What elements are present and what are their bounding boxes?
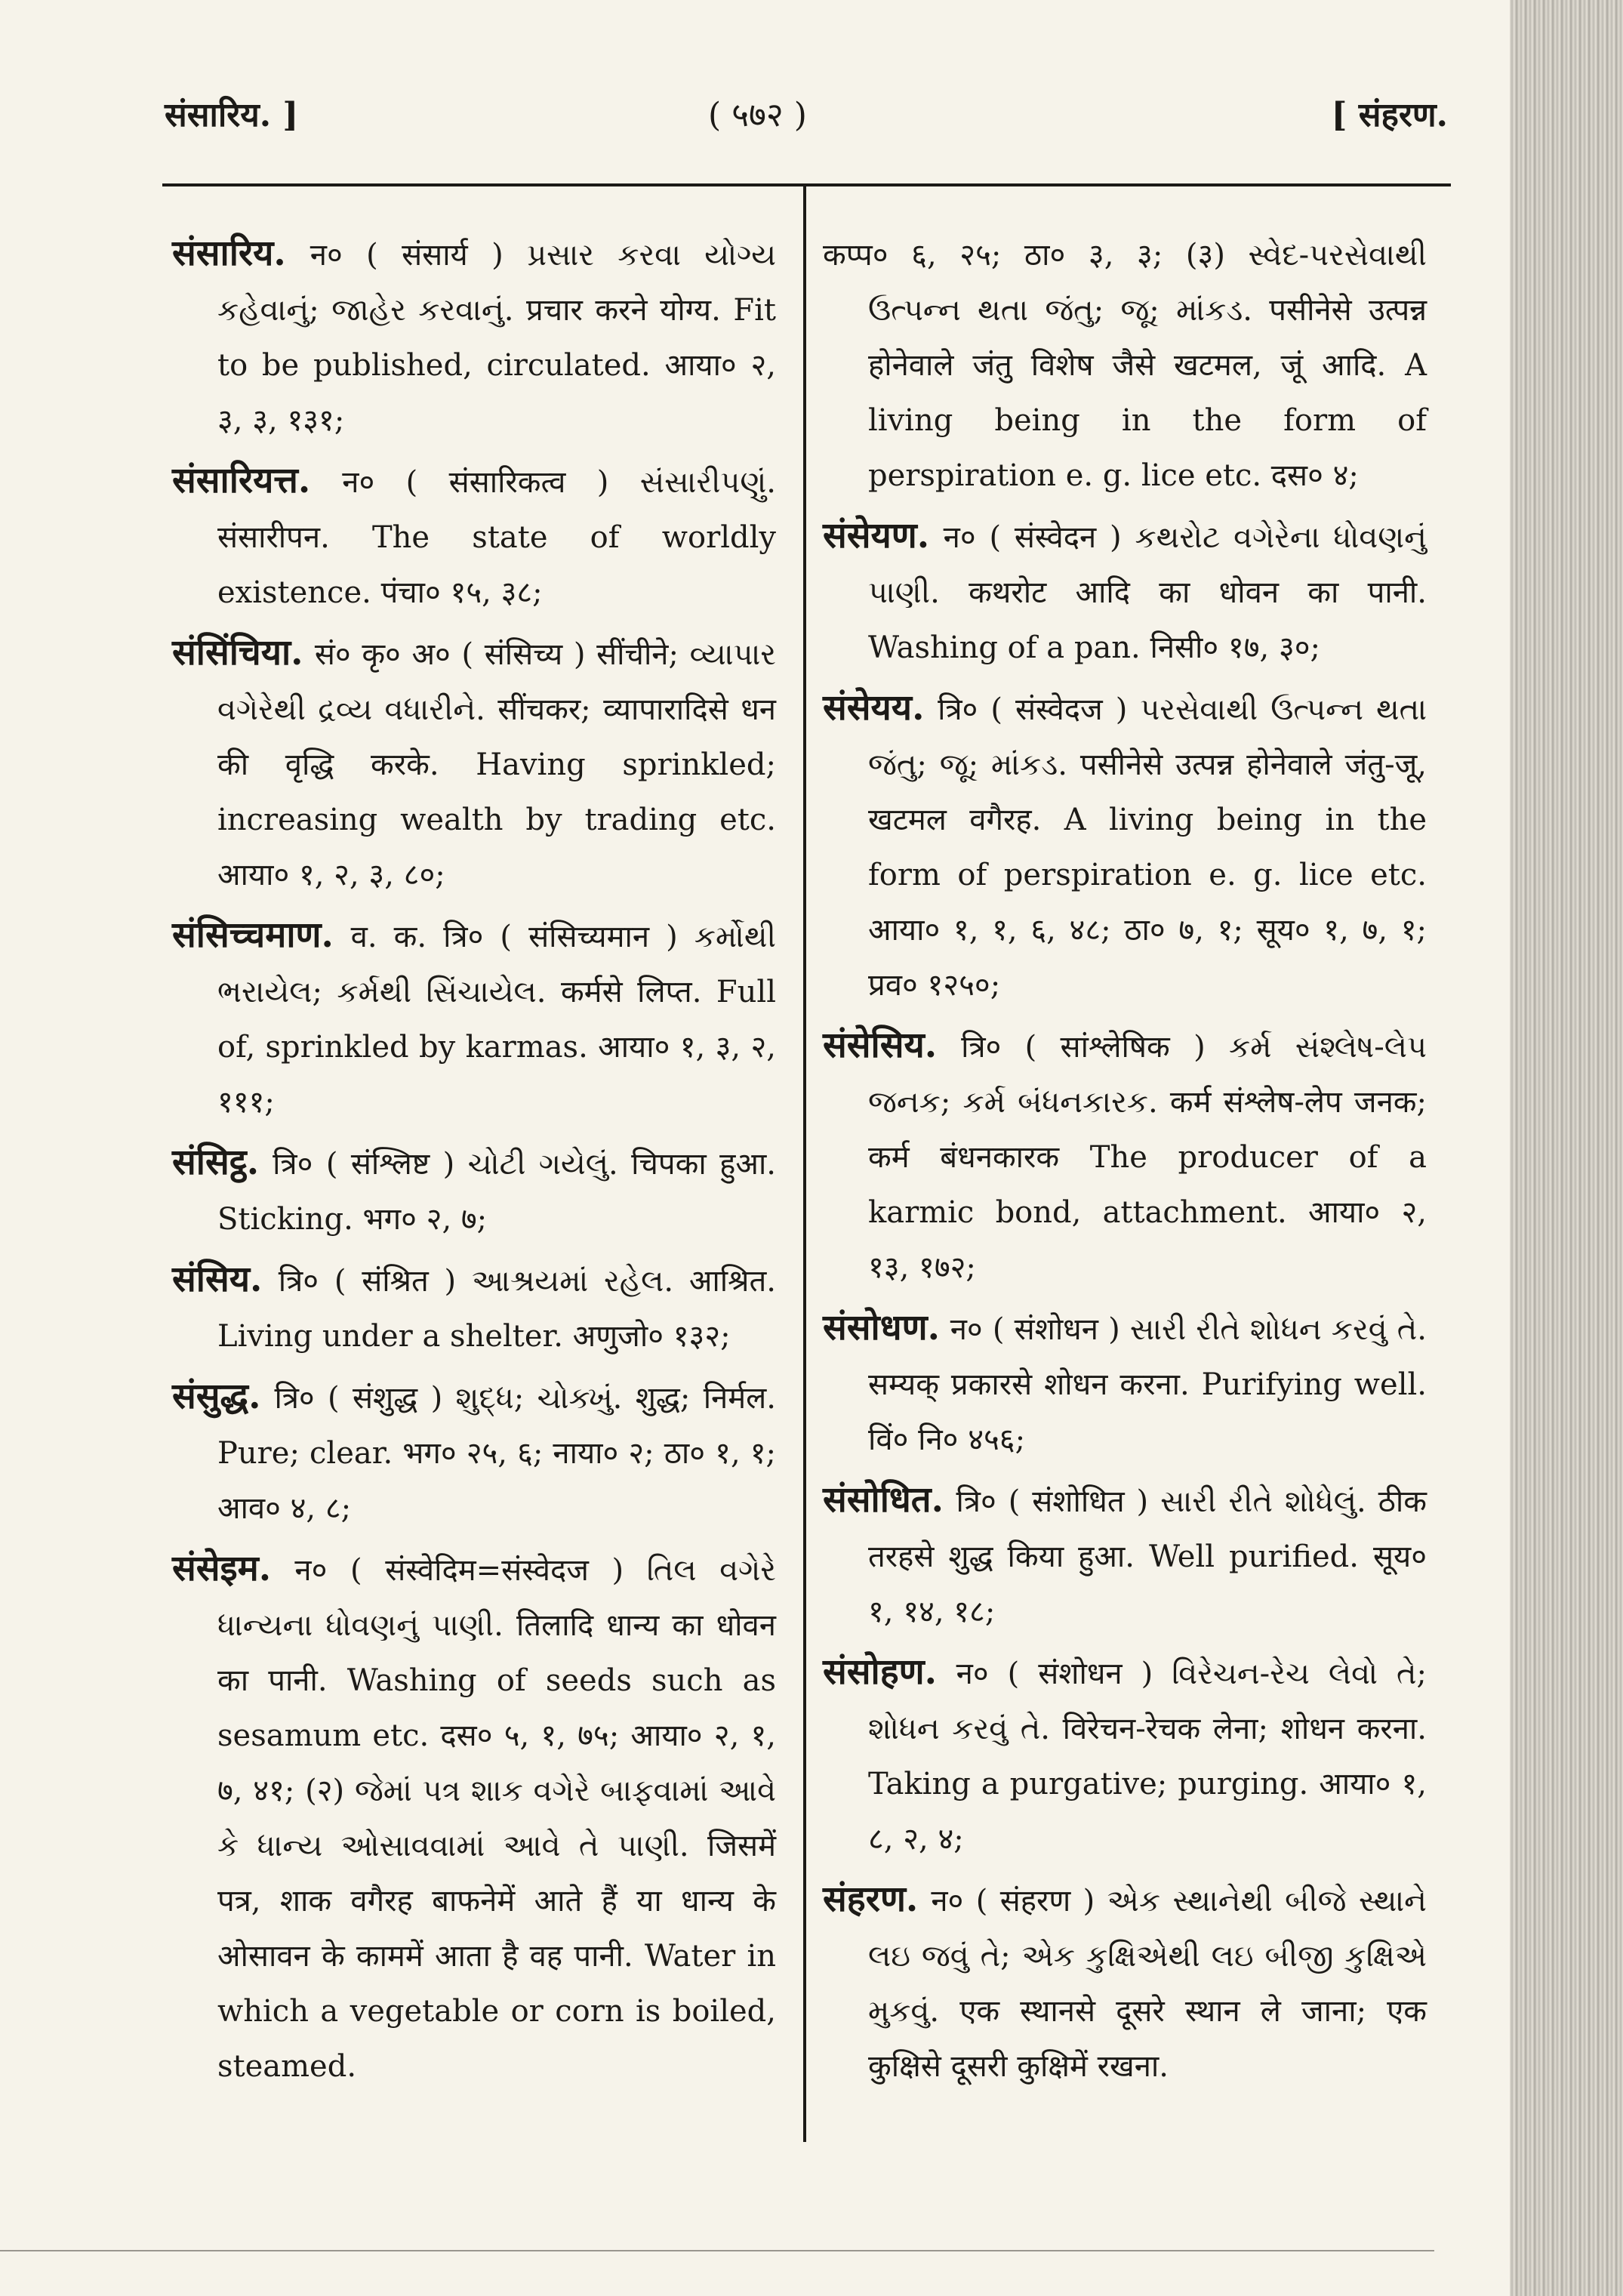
entry-text: न० ( संसारिकत्व ) સંસારીપણું. संसारीपन. The state of worldly existence. पंचा० १५, ३८; [217,465,776,610]
headword: संसारियत्त. [172,460,311,501]
dictionary-entry [172,1370,776,1536]
headword: संसेसिय. [823,1025,938,1066]
dictionary-entry [823,1872,1427,2094]
dictionary-entry [823,1019,1427,1295]
entry-text: त्रि० ( संश्लिष्ट ) ચોટી ગયેલું. चिपका हुआ. Sticking. भग० २, ७; [217,1147,776,1237]
entry-text: त्रि० ( संशोधित ) સારી રીતે શોધેલું. ठीक तरहसे शुद्ध किया हुआ. Well purified. सूय० १, १४, १८; [868,1484,1427,1629]
dictionary-entry [172,626,776,902]
entry-text: न० ( संसार्य ) પ્રસાર કરવા યોગ્ય કહેવાનું; જાહેર કરવાનું. प्रचार करने योग्य. Fit to be published, circulated. आया० २, ३, ३, १३१; [217,238,776,438]
dictionary-entry [823,509,1427,675]
headword: संसोधण. [823,1307,940,1348]
entry-text: न० ( संस्वेदिम=संस्वेदज ) તિલ વગેરે ધાન્યના ધોવણનું પાણી. तिलादि धान्य का धोवन का पानी. Washing of seeds such as sesamum etc. दस० ५, १, ७५; आया० २, १, ७, ४१; (२) જેમાં પત્ર શાક વગેરે બાફવામાં આવે કે ધાન્ય ઓસાવવામાં આવે તે પાણી. जिसमें पत्र, शाक वगैरह बाफनेमें आते हैं या धान्य के ओसावन के काममें आता है वह पानी. Water in which a vegetable or corn is boiled, steamed. [217,1553,776,2084]
right-column [823,227,1427,2100]
page-header [165,91,1448,151]
left-column [172,227,776,2100]
headword: संसेइम. [172,1548,272,1589]
scan-bottom-edge [0,2250,1434,2251]
dictionary-entry-continued [823,227,1427,503]
dictionary-entry [172,454,776,620]
entry-text: न० ( संस्वेदन ) કથરોટ વગેરેના ધોવણનું પાણી. कथरोट आदि का धोवन का पानी. Washing of a pan. निसी० १७, ३०; [868,520,1427,665]
dictionary-entry [823,1645,1427,1866]
dictionary-entry [172,908,776,1130]
headword: संसिंचिया. [172,632,303,673]
headword: संसुद्ध. [172,1376,261,1417]
entry-text: न० ( संहरण ) એક સ્થાનેથી બીજે સ્થાને લઇ જવું તે; એક કુક્ષિએથી લઇ બીજી કુક્ષિએ મુકવું. एक स्थानसे दूसरे स्थान ले जाना; एक कुक्षिसे दूसरी कुक्षिमें रखना. [868,1884,1427,2084]
headword: संसारिय. [172,233,286,274]
dictionary-entry [823,1301,1427,1467]
scanned-page-edge [1510,0,1623,2296]
header-right-guideword: [ संहरण. [1331,96,1448,134]
entry-text: त्रि० ( संशुद्ध ) શુદ્ધ; ચોક્ખું. शुद्ध; निर्मल. Pure; clear. भग० २५, ६; नाया० २; ठा० १, १; आव० ४, ८; [217,1381,777,1526]
headword: संसेयय. [823,687,925,729]
headword: संसोधित. [823,1479,944,1521]
dictionary-entry [823,1473,1427,1639]
page-number: ( ५७२ ) [708,96,807,134]
headword: संसिच्चमाण. [172,914,334,956]
entry-text: कप्प० ६, २५; ठा० ३, ३; (३) સ્વેદ-પરસેવાથી ઉત્પન્ન થતા જંતુ; જૂ; માંકડ. पसीनेसे उत्पन्न होनेवाले जंतु विशेष जैसे खटमल, जूं आदि. A living being in the form of perspiration e. g. lice etc. दस० ४; [823,238,1427,493]
headword: संहरण. [823,1878,919,1920]
headword: संसेयण. [823,515,930,556]
entry-text: सं० कृ० अ० ( संसिच्य ) सींचीने; વ્યાપાર વગેરેથી દ્રવ્ય વધારીને. सींचकर; व्यापारादिसे धन की वृद्धि करके. Having sprinkled; increasing wealth by trading etc. आया० १, २, ३, ८०; [217,637,776,892]
entry-text: न० ( संशोधन ) વિરેચન-રેચ લેવો તે; શોધન કરવું તે. विरेचन-रेचक लेना; शोधन करना. Taking a purgative; purging. आया० १, ८, २, ४; [868,1657,1427,1857]
header-left-guideword: संसारिय. ] [165,96,299,134]
dictionary-entry [172,1136,776,1247]
headword: संसिट्ठ. [172,1142,260,1183]
headword: संसोहण. [823,1651,938,1693]
dictionary-entry [172,227,776,448]
header-rule [162,183,1451,186]
dictionary-entry [823,681,1427,1012]
column-divider [803,186,806,2142]
entry-text: त्रि० ( संश्रित ) આશ્રયમાં રહેલ. आश्रित. Living under a shelter. अणुजो० १३२; [217,1264,776,1354]
entry-text: न० ( संशोधन ) સારી રીતે શોધન કરવું તે. सम्यक् प्रकारसे शोधन करना. Purifying well. विं० नि० ४५६; [868,1312,1427,1457]
entry-text: त्रि० ( सांश्लेषिक ) કર્મ સંશ્લેષ-લેપ જનક; કર્મ બંધનકારક. कर्म संश्लेष-लेप जनक; कर्म बंधनकारक The producer of a karmic bond, attachment. आया० २, १३, १७२; [868,1030,1427,1285]
entry-text: व. क. त्रि० ( संसिच्यमान ) કર્મોથી ભરાયેલ; કર્મથી સિંચાયેલ. कर्मसे लिप्त. Full of, sprinkled by karmas. आया० १, ३, २, १११; [217,920,776,1120]
dictionary-entry [172,1253,776,1364]
entry-text: त्रि० ( संस्वेदज ) પરસેવાથી ઉત્પન્ન થતા જંતુ; જૂ; માંકડ. पसीनेसे उत्पन्न होनेवाले जंतु-जू, खटमल वगैरह. A living being in the form of perspiration e. g. lice etc. आया० १, १, ६, ४८; ठा० ७, १; सूय० १, ७, १; प्रव० १२५०; [868,692,1427,1003]
headword: संसिय. [172,1259,263,1300]
dictionary-entry [172,1542,776,2094]
